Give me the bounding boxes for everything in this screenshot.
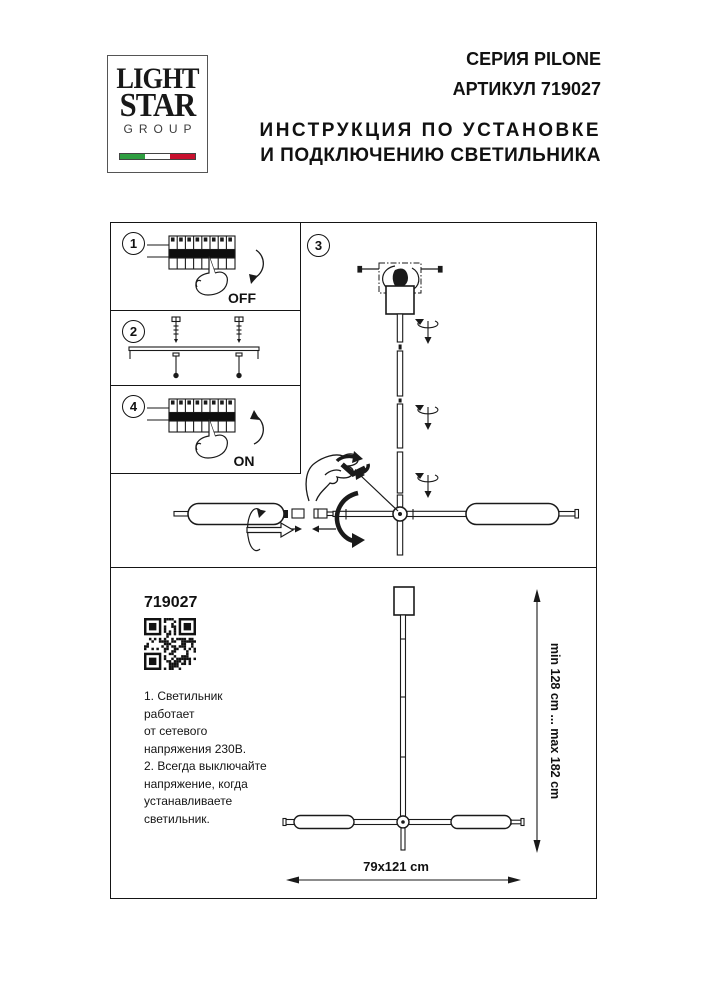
qr-code xyxy=(144,618,196,670)
anchor-icon xyxy=(173,353,242,378)
tighten-arrow-icon xyxy=(337,493,365,548)
diagram-box xyxy=(110,222,597,899)
step2-panel xyxy=(111,311,301,386)
note-line: устанавливаете xyxy=(144,794,233,808)
left-shade-icon xyxy=(294,816,354,829)
step-number-badge-3 xyxy=(307,234,330,257)
logo-text-group: GROUP xyxy=(123,122,198,136)
circuit-breaker-icon xyxy=(147,399,235,432)
step-number: 2 xyxy=(129,324,138,339)
horizontal-dimension-label: 79x121 cm xyxy=(363,859,429,874)
instruction-line2: И ПОДКЛЮЧЕНИЮ СВЕТИЛЬНИКА xyxy=(260,145,601,166)
product-section xyxy=(111,567,596,898)
circuit-breaker-icon xyxy=(147,236,235,269)
rod-lower-icon xyxy=(401,828,405,850)
instruction-title xyxy=(260,118,601,168)
logo-text-star: STAR xyxy=(119,87,196,124)
instruction-line1: ИНСТРУКЦИЯ ПО УСТАНОВКЕ xyxy=(259,120,601,141)
on-arrow-icon xyxy=(250,410,263,444)
flag-green xyxy=(120,154,145,159)
note-line: напряжения 230В. xyxy=(144,741,247,756)
flag-red xyxy=(170,154,195,159)
vertical-dimension-label: min 128 cm ... max 182 cm xyxy=(548,642,562,800)
title-block xyxy=(453,48,601,100)
hex-key-icon xyxy=(344,466,398,511)
note-line: 2. Всегда выключайте xyxy=(144,759,267,773)
step-number-badge-2 xyxy=(122,320,145,343)
note-line: светильник. xyxy=(144,811,210,826)
screw-rotation-icon xyxy=(415,405,438,430)
screw-rotation-icon xyxy=(415,319,438,344)
horizontal-dimension xyxy=(286,877,521,884)
canopy-icon xyxy=(386,286,414,314)
series-title: СЕРИЯ PILONE xyxy=(466,49,601,69)
product-article: 719027 xyxy=(144,594,198,611)
rod-icon xyxy=(401,615,406,816)
off-label: OFF xyxy=(228,290,256,306)
flag-white xyxy=(145,154,170,159)
pointing-hand-icon xyxy=(196,419,228,458)
italian-flag-icon xyxy=(119,153,196,160)
screw-icon xyxy=(172,317,243,343)
step1-panel xyxy=(111,223,301,311)
right-shade-icon xyxy=(466,504,579,525)
note-line: напряжение, когда xyxy=(144,776,248,791)
logo-text-light: LIGHT xyxy=(116,62,199,95)
step-number: 3 xyxy=(314,238,323,253)
installation-notes xyxy=(144,688,267,828)
lightstar-logo xyxy=(107,55,208,173)
left-shade-icon xyxy=(174,504,288,525)
on-label: ON xyxy=(233,453,255,469)
note-line: 1. Светильник xyxy=(144,689,223,703)
step-number-badge-1 xyxy=(122,232,145,255)
canopy-icon xyxy=(394,587,414,615)
note-line: работает xyxy=(144,706,195,721)
off-arrow-icon xyxy=(249,250,263,284)
pointing-hand-icon xyxy=(196,256,228,295)
step4-panel xyxy=(111,386,301,474)
screw-rotation-icon xyxy=(415,473,438,498)
note-line: от сетевого xyxy=(144,724,208,738)
right-shade-icon xyxy=(451,816,511,829)
vertical-dimension xyxy=(534,589,541,853)
connector-icon xyxy=(292,509,333,518)
step-number: 4 xyxy=(129,399,138,414)
article-title: АРТИКУЛ 719027 xyxy=(452,79,601,99)
step-number-badge-4 xyxy=(122,395,145,418)
step-number: 1 xyxy=(129,236,138,251)
